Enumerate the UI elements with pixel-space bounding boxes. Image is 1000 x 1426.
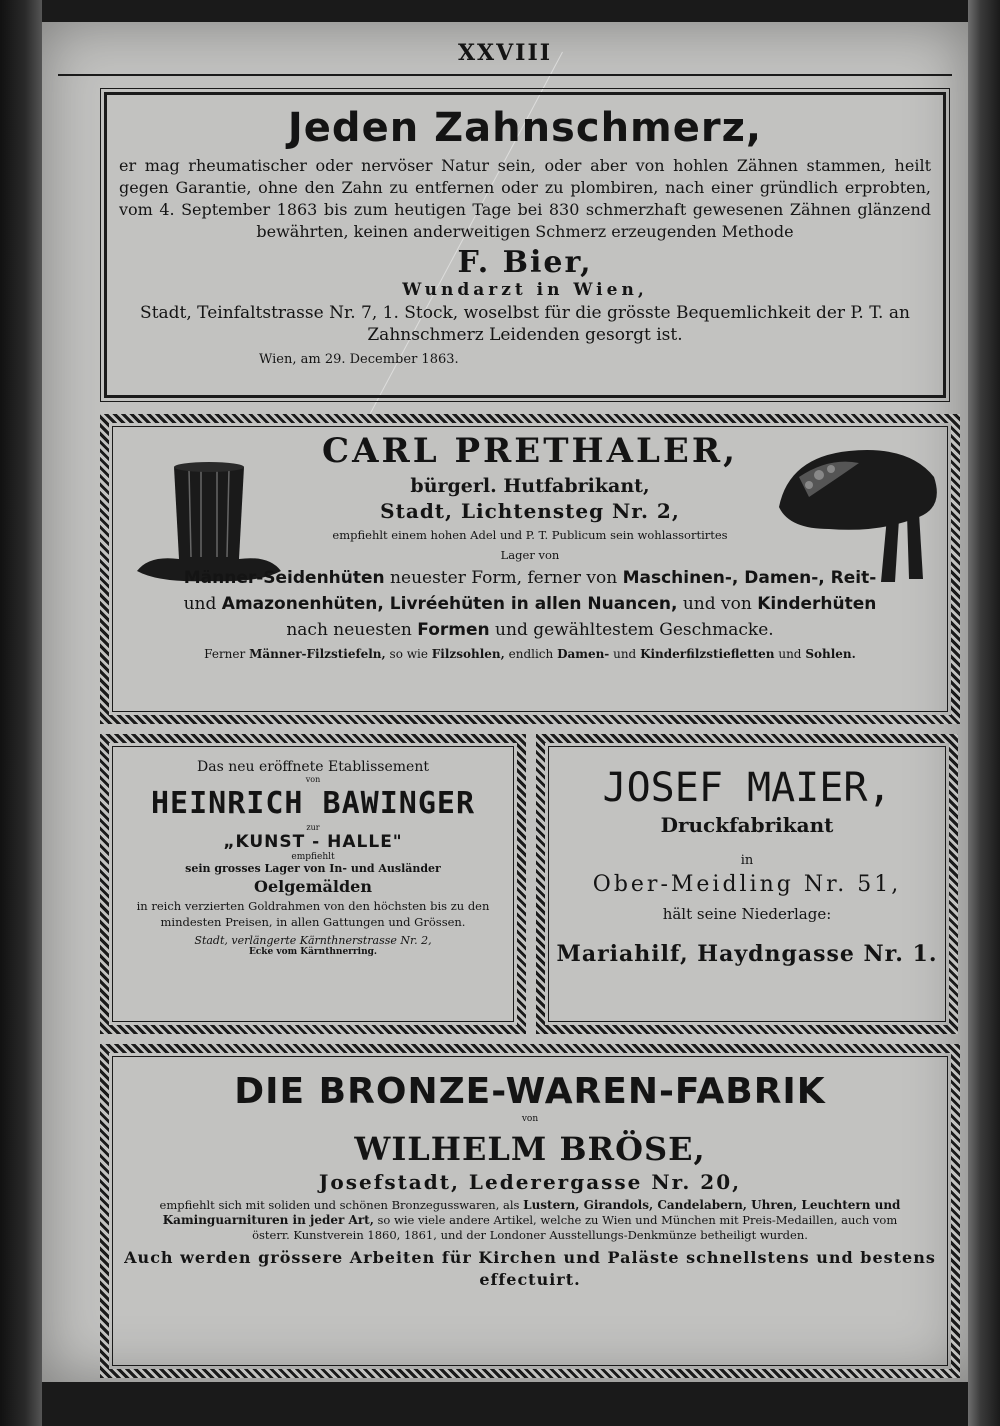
ad-prethaler-t3: und von bbox=[677, 594, 758, 614]
ad-bawinger-name: HEINRICH BAWINGER bbox=[150, 786, 476, 821]
ad-zahnschmerz bbox=[104, 92, 946, 398]
ad-bawinger-ecke: Ecke vom Kärnthnerring. bbox=[248, 947, 378, 957]
ad-zahnschmerz-name: F. Bier, bbox=[457, 245, 593, 280]
ad-prethaler-t1: neuester Form, ferner von bbox=[384, 568, 623, 588]
ad-prethaler-intro: empfiehlt einem hohen Adel und P. T. Publicum sein wohlassortirtes bbox=[332, 528, 728, 542]
ad-prethaler-name: CARL PRETHALER, bbox=[322, 431, 738, 471]
ad-bawinger-lager: sein grosses Lager von In- und Ausländer bbox=[185, 862, 441, 875]
ad-prethaler-fb4: Kinderfilzstiefletten bbox=[640, 647, 775, 661]
page-number: XXVIII bbox=[457, 40, 553, 66]
ad-prethaler-f1: Ferner bbox=[204, 647, 250, 661]
ad-prethaler-b3: Amazonenhüten, Livréehüten in allen Nuancen, bbox=[221, 594, 678, 614]
ad-prethaler-b5: Formen bbox=[417, 620, 490, 640]
scan-left-edge bbox=[0, 0, 42, 1426]
ad-bawinger-zur: zur bbox=[306, 823, 320, 832]
ad-bawinger-oelgemaelden: Oelgemälden bbox=[254, 877, 372, 896]
newspaper-page bbox=[42, 22, 968, 1382]
ad-maier-name: JOSEF MAIER, bbox=[602, 765, 892, 811]
ad-bawinger-address: Stadt, verlängerte Kärnthnerstrasse Nr. 2, bbox=[194, 934, 432, 947]
ad-prethaler-footer bbox=[109, 647, 951, 661]
ad-bawinger-description: in reich verzierten Goldrahmen von den höchsten bis zu den mindesten Preisen, in allen Gattungen und Grössen. bbox=[136, 899, 490, 929]
ad-prethaler-t2: und bbox=[183, 594, 222, 614]
ad-bawinger-empfiehlt: empfiehlt bbox=[291, 852, 335, 862]
ad-broese-p2: so wie viele andere Artikel, welche zu Wien und München mit Preis-Medaillen, auch vom österr. Kunstverein 1860, 1861, und der Londoner Ausstellungs-Denkmünze betheiligt wurden. bbox=[252, 1213, 898, 1242]
ad-broese-closing: Auch werden grössere Arbeiten für Kirchen und Paläste schnellstens und bestens effectuirt. bbox=[124, 1248, 936, 1289]
ad-prethaler-f4: und bbox=[609, 647, 641, 661]
ad-bawinger-content bbox=[113, 759, 513, 957]
ad-broese-name: WILHELM BRÖSE, bbox=[354, 1130, 706, 1168]
ad-prethaler-fb3: Damen- bbox=[557, 647, 610, 661]
ad-prethaler bbox=[100, 414, 960, 724]
ad-prethaler-fb2: Filzsohlen, bbox=[431, 647, 505, 661]
ad-prethaler-fb5: Sohlen. bbox=[805, 647, 856, 661]
ad-prethaler-b2: Maschinen-, Damen-, Reit- bbox=[622, 568, 877, 588]
ad-maier-trade: Druckfabrikant bbox=[660, 813, 834, 837]
ad-maier bbox=[536, 734, 958, 1034]
ad-prethaler-fb1: Männer-Filzstiefeln, bbox=[249, 647, 386, 661]
ad-prethaler-subtitle: bürgerl. Hutfabrikant, bbox=[410, 475, 650, 497]
ad-bawinger-intro: Das neu eröffnete Etablissement bbox=[197, 759, 429, 775]
ad-prethaler-b1: Männer-Seidenhüten bbox=[183, 568, 385, 588]
ad-prethaler-b4: Kinderhüten bbox=[757, 594, 877, 614]
ad-broese-body bbox=[109, 1198, 951, 1243]
header-rule bbox=[58, 74, 952, 76]
scan-right-edge bbox=[968, 0, 1000, 1426]
ad-maier-content bbox=[545, 765, 949, 967]
ad-broese-content bbox=[109, 1071, 951, 1291]
ad-bawinger bbox=[100, 734, 526, 1034]
ad-prethaler-t5: und gewähltestem Geschmacke. bbox=[489, 620, 774, 640]
ad-zahnschmerz-title: Wundarzt in Wien, bbox=[402, 280, 648, 300]
ad-broese-address: Josefstadt, Lederergasse Nr. 20, bbox=[318, 1170, 742, 1194]
ad-bawinger-kunsthalle: „KUNST - HALLE" bbox=[223, 832, 403, 852]
ad-broese-von: von bbox=[521, 1114, 539, 1124]
ad-broese bbox=[100, 1044, 960, 1378]
ad-prethaler-f5: und bbox=[774, 647, 806, 661]
ad-prethaler-t4: nach neuesten bbox=[286, 620, 418, 640]
ad-zahnschmerz-body: er mag rheumatischer oder nervöser Natur sein, oder aber von hohlen Zähnen stammen, heilt gegen Garantie, ohne den Zahn zu entfernen oder zu plombiren, nach einer gründlich erprobten, vom 4. September 1863 bis zum heutigen Tage bei 830 schmerzhaft gewesenen Zähnen glänzend bewährten, keinen anderweitigen Schmerz erzeugenden Methode bbox=[119, 156, 931, 241]
ad-prethaler-f3: endlich bbox=[504, 647, 558, 661]
ad-broese-p1: empfiehlt sich mit soliden und schönen Bronzegusswaren, als bbox=[159, 1198, 524, 1212]
ad-bawinger-von: von bbox=[305, 775, 321, 784]
ad-maier-place: Ober-Meidling Nr. 51, bbox=[592, 872, 902, 897]
ad-prethaler-body bbox=[109, 565, 951, 643]
ad-maier-halt: hält seine Niederlage: bbox=[662, 905, 832, 923]
ad-zahnschmerz-date: Wien, am 29. December 1863. bbox=[259, 352, 459, 367]
ad-prethaler-f2: so wie bbox=[385, 647, 432, 661]
ad-maier-in: in bbox=[740, 853, 754, 868]
ad-prethaler-content bbox=[109, 431, 951, 661]
ad-zahnschmerz-address: Stadt, Teinfaltstrasse Nr. 7, 1. Stock, woselbst für die grösste Bequemlichkeit der P. T. an Zahnschmerz Leidenden gesorgt ist. bbox=[140, 303, 910, 345]
ad-prethaler-address: Stadt, Lichtensteg Nr. 2, bbox=[380, 499, 680, 523]
ad-prethaler-intro2: Lager von bbox=[500, 548, 560, 562]
ad-broese-pb1: Lustern, Girandols, Candelabern, Uhren, Leuchtern und Kaminguarnituren in jeder Art, bbox=[162, 1198, 901, 1227]
ad-maier-store: Mariahilf, Haydngasse Nr. 1. bbox=[556, 941, 938, 967]
ad-zahnschmerz-headline: Jeden Zahnschmerz, bbox=[287, 105, 763, 151]
ad-broese-headline: DIE BRONZE-WAREN-FABRIK bbox=[234, 1071, 826, 1112]
